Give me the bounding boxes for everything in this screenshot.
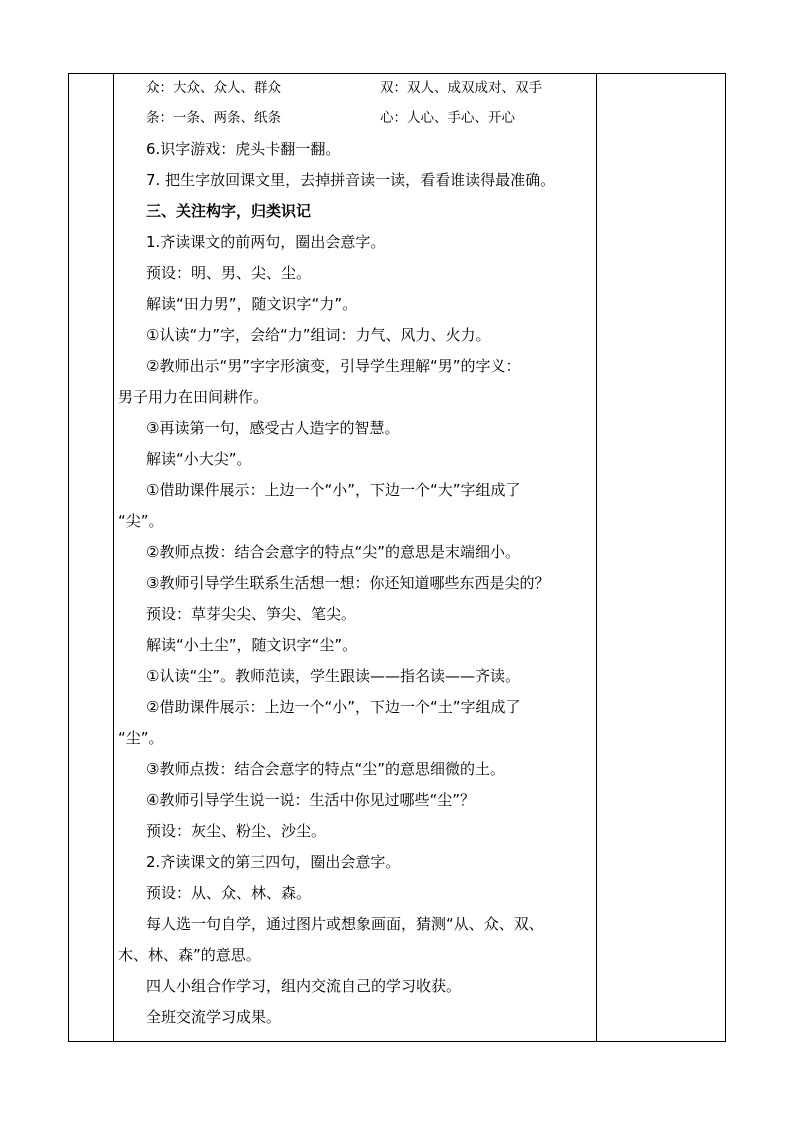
preset-text: 预设：草芽尖尖、笋尖、笔尖。 [146,605,357,623]
step-text: 解读“田力男”，随文识字“力”。 [146,295,358,313]
step-text: ④教师引导学生说一说：生活中你见过哪些“尘”？ [146,791,475,809]
step-text: 解读“小土尘”，随文识字“尘”。 [146,636,358,654]
word-pair-row [146,108,515,128]
word-pair-row [146,78,542,98]
step-text: 2.齐读课文的第三四句，圈出会意字。 [146,853,401,871]
step-text: ①认读“力”字，会给“力”组词：力气、风力、火力。 [146,326,491,344]
step-text: ①认读“尘”。教师范读，学生跟读——指名读——齐读。 [146,667,520,685]
step-text-continued: “尘”。 [118,729,164,747]
table-bottom-border [68,1041,726,1042]
section-heading: 三、关注构字，归类识记 [146,202,312,220]
table-divider-1 [113,73,114,1042]
step-text: 四人小组合作学习，组内交流自己的学习收获。 [146,977,462,995]
table-top-border [68,73,726,74]
word-group-right: 心：人心、手心、开心 [380,110,515,126]
step-text: 7. 把生字放回课文里，去掉拼音读一读，看看谁读得最准确。 [146,171,556,189]
step-text: ①借助课件展示：上边一个“小”，下边一个“大”字组成了 [146,481,521,499]
step-text: 解读“小大尖”。 [146,450,252,468]
step-text: 每人选一句自学，通过图片或想象画面，猜测“从、众、双、 [146,915,544,933]
step-text: ②教师点拨：结合会意字的特点“尖”的意思是末端细小。 [146,543,520,561]
step-text: ②借助课件展示：上边一个“小”，下边一个“土”字组成了 [146,698,521,716]
word-group-left: 条：一条、两条、纸条 [146,110,281,126]
preset-text: 预设：灰尘、粉尘、沙尘。 [146,822,327,840]
table-right-border [725,73,726,1042]
preset-text: 预设：明、男、尖、尘。 [146,264,312,282]
step-text-continued: 男子用力在田间耕作。 [118,388,269,406]
table-divider-2 [596,73,597,1042]
preset-text: 预设：从、众、林、森。 [146,884,312,902]
step-text: ③教师点拨：结合会意字的特点“尘”的意思细微的土。 [146,760,505,778]
step-text: 6.识字游戏：虎头卡翻一翻。 [146,140,341,158]
step-text-continued: “尖”。 [118,512,164,530]
step-text-continued: 木、林、森”的意思。 [118,946,261,964]
step-text: ③教师引导学生联系生活想一想：你还知道哪些东西是尖的？ [146,574,550,592]
step-text: 1.齐读课文的前两句，圈出会意字。 [146,233,386,251]
step-text: ②教师出示“男”字字形演变，引导学生理解“男”的字义： [146,357,521,375]
word-group-left: 众：大众、众人、群众 [146,80,281,96]
step-text: ③再读第一句，感受古人造字的智慧。 [146,419,400,437]
word-group-right: 双：双人、成双成对、双手 [380,80,542,96]
table-left-border [68,73,69,1042]
step-text: 全班交流学习成果。 [146,1008,282,1026]
